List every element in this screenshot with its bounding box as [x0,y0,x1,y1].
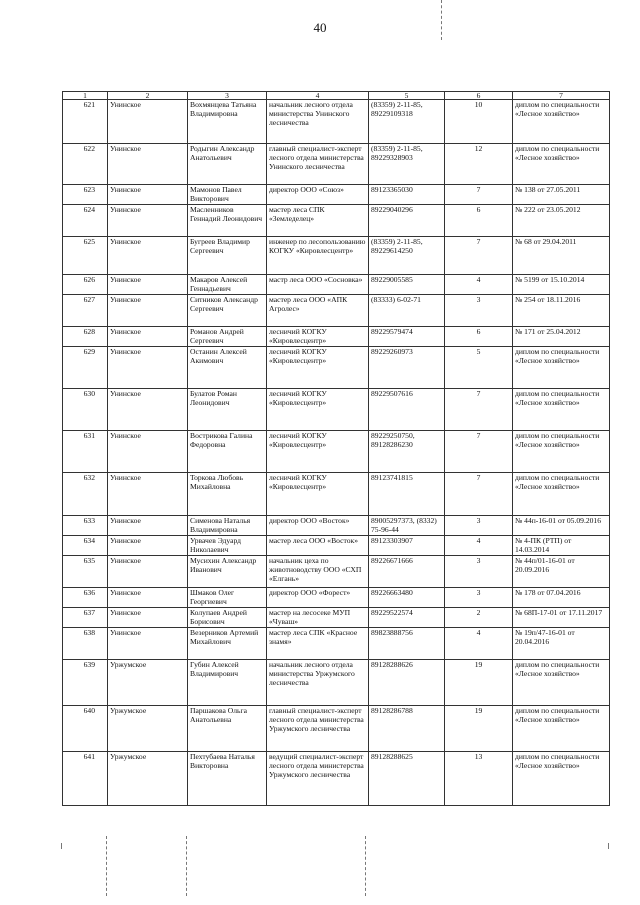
cell-position: директор ООО «Форест» [267,588,369,608]
cell-document: диплом по специальности «Лесное хозяйство» [513,706,610,752]
cell-position: мастер леса ООО «Восток» [267,536,369,556]
table-row [63,588,610,608]
cell-document: № 171 от 25.04.2012 [513,327,610,347]
cell-no: 641 [63,752,108,806]
cell-experience: 6 [445,205,513,237]
table-row [63,185,610,205]
cell-district: Унинское [108,536,188,556]
cell-phone: 89123303907 [369,536,445,556]
cell-position: начальник лесного отдела министерства Уржумского лесничества [267,660,369,706]
cell-document: диплом по специальности «Лесное хозяйство» [513,473,610,516]
cell-position: лесничий КОГКУ «Кировлесцентр» [267,347,369,389]
cell-no: 640 [63,706,108,752]
cell-name: Везерников Артемий Михайлович [188,628,267,660]
table-row [63,275,610,295]
cell-phone: 89128286788 [369,706,445,752]
cell-no: 627 [63,295,108,327]
cell-position: мастер на лесосеке МУП «Чуваш» [267,608,369,628]
cell-no: 625 [63,237,108,275]
cell-no: 626 [63,275,108,295]
table-row [63,347,610,389]
divider [106,836,107,896]
column-header: 4 [267,92,369,100]
cell-name: Вохмянцева Татьяна Владимировна [188,100,267,144]
cell-district: Унинское [108,473,188,516]
cell-no: 621 [63,100,108,144]
cell-position: мастер леса ООО «АПК Агролес» [267,295,369,327]
table-row [63,516,610,536]
table-row [63,473,610,516]
cell-phone: 89128288626 [369,660,445,706]
cell-experience: 2 [445,608,513,628]
cell-name: Романов Андрей Сергеевич [188,327,267,347]
cell-document: диплом по специальности «Лесное хозяйство» [513,752,610,806]
cell-position: мастр леса ООО «Сосновка» [267,275,369,295]
table-row [63,706,610,752]
cell-experience: 4 [445,536,513,556]
divider [608,843,609,849]
cell-district: Унинское [108,516,188,536]
cell-document: диплом по специальности «Лесное хозяйство» [513,347,610,389]
table-row [63,556,610,588]
cell-document: диплом по специальности «Лесное хозяйство» [513,431,610,473]
cell-name: Бугреев Владимир Сергеевич [188,237,267,275]
cell-experience: 3 [445,516,513,536]
page-number: 40 [313,20,327,35]
cell-position: главный специалист-эксперт лесного отдела министерства Уржумского лесничества [267,706,369,752]
cell-no: 629 [63,347,108,389]
cell-experience: 3 [445,295,513,327]
header-row [63,92,610,100]
cell-document: № 68П-17-01 от 17.11.2017 [513,608,610,628]
personnel-table [62,91,610,806]
table-row [63,100,610,144]
cell-experience: 7 [445,473,513,516]
cell-document: № 178 от 07.04.2016 [513,588,610,608]
cell-document: № 44п-16-01 от 05.09.2016 [513,516,610,536]
cell-experience: 3 [445,556,513,588]
cell-experience: 7 [445,237,513,275]
cell-name: Ситников Александр Сергеевич [188,295,267,327]
cell-district: Унинское [108,205,188,237]
cell-no: 637 [63,608,108,628]
cell-district: Уржумское [108,706,188,752]
cell-name: Пехтубаева Наталья Викторовна [188,752,267,806]
cell-district: Унинское [108,347,188,389]
cell-no: 632 [63,473,108,516]
cell-experience: 4 [445,628,513,660]
cell-position: лесничий КОГКУ «Кировлесцентр» [267,389,369,431]
cell-name: Масленников Геннадий Леонидович [188,205,267,237]
cell-no: 638 [63,628,108,660]
cell-document: № 4-ПК (РТП) от 14.03.2014 [513,536,610,556]
cell-position: лесничий КОГКУ «Кировлесцентр» [267,327,369,347]
cell-name: Паршакова Ольга Анатольевна [188,706,267,752]
cell-phone: 89229260973 [369,347,445,389]
cell-name: Мамонов Павел Викторович [188,185,267,205]
cell-name: Родыгин Александр Анатольевич [188,144,267,185]
cell-phone: 89128288625 [369,752,445,806]
table-body [63,100,610,806]
column-header: 7 [513,92,610,100]
cell-phone: (83359) 2-11-85, 89229328903 [369,144,445,185]
cell-experience: 12 [445,144,513,185]
cell-name: Сименова Наталья Владимировна [188,516,267,536]
cell-name: Торкова Любовь Михайловна [188,473,267,516]
cell-district: Унинское [108,389,188,431]
cell-district: Унинское [108,431,188,473]
cell-document: диплом по специальности «Лесное хозяйство» [513,389,610,431]
table-row [63,327,610,347]
cell-district: Унинское [108,144,188,185]
cell-document: диплом по специальности «Лесное хозяйство» [513,660,610,706]
cell-experience: 13 [445,752,513,806]
cell-document: диплом по специальности «Лесное хозяйство» [513,144,610,185]
cell-no: 631 [63,431,108,473]
cell-no: 628 [63,327,108,347]
column-header: 3 [188,92,267,100]
table-row [63,608,610,628]
cell-phone: (83359) 2-11-85, 89229109318 [369,100,445,144]
cell-experience: 19 [445,660,513,706]
cell-phone: 89229005585 [369,275,445,295]
cell-phone: 89229522574 [369,608,445,628]
cell-experience: 5 [445,347,513,389]
column-header: 1 [63,92,108,100]
cell-experience: 7 [445,389,513,431]
table-row [63,660,610,706]
cell-document: № 222 от 23.05.2012 [513,205,610,237]
cell-phone: (83333) 6-02-71 [369,295,445,327]
cell-district: Унинское [108,295,188,327]
cell-experience: 19 [445,706,513,752]
cell-no: 634 [63,536,108,556]
divider [61,843,62,849]
cell-no: 635 [63,556,108,588]
cell-experience: 4 [445,275,513,295]
cell-name: Булатов Роман Леонидович [188,389,267,431]
column-header: 2 [108,92,188,100]
cell-no: 639 [63,660,108,706]
cell-phone: 89123741815 [369,473,445,516]
cell-phone: 89123365030 [369,185,445,205]
cell-district: Уржумское [108,660,188,706]
table-row [63,237,610,275]
cell-position: директор ООО «Восток» [267,516,369,536]
cell-name: Макаров Алексей Геннадьевич [188,275,267,295]
cell-phone: (83359) 2-11-85, 89229614250 [369,237,445,275]
table-container [62,91,609,806]
cell-phone: 89229250750, 89128286230 [369,431,445,473]
cell-position: начальник цеха по животноводству ООО «СХП «Елгань» [267,556,369,588]
cell-name: Шмаков Олег Георгиевич [188,588,267,608]
cell-position: начальник лесного отдела министерства Унинского лесничества [267,100,369,144]
cell-position: лесничий КОГКУ «Кировлесцентр» [267,473,369,516]
cell-document: № 5199 от 15.10.2014 [513,275,610,295]
table-row [63,628,610,660]
cell-document: диплом по специальности «Лесное хозяйство» [513,100,610,144]
table-row [63,389,610,431]
divider [441,0,442,40]
cell-phone: 89229040296 [369,205,445,237]
column-header: 5 [369,92,445,100]
cell-position: мастер леса СПК «Красное знамя» [267,628,369,660]
cell-phone: 89005297373, (8332) 75-96-44 [369,516,445,536]
cell-district: Унинское [108,185,188,205]
table-row [63,295,610,327]
cell-phone: 89226663480 [369,588,445,608]
cell-document: № 19п/47-16-01 от 20.04.2016 [513,628,610,660]
cell-name: Колупаев Андрей Борисович [188,608,267,628]
cell-name: Урвачев Эдуард Николаевич [188,536,267,556]
table-row [63,205,610,237]
cell-no: 624 [63,205,108,237]
cell-experience: 7 [445,431,513,473]
cell-document: № 138 от 27.05.2011 [513,185,610,205]
cell-district: Унинское [108,588,188,608]
cell-position: мастер леса СПК «Земледелец» [267,205,369,237]
table-row [63,536,610,556]
cell-no: 633 [63,516,108,536]
cell-name: Губин Алексей Владимирович [188,660,267,706]
cell-experience: 6 [445,327,513,347]
cell-name: Мусихин Александр Иванович [188,556,267,588]
cell-district: Унинское [108,100,188,144]
divider [186,836,187,896]
column-header: 6 [445,92,513,100]
divider [365,836,366,896]
cell-document: № 254 от 18.11.2016 [513,295,610,327]
cell-position: инженер по лесопользованию КОГКУ «Кировлесцентр» [267,237,369,275]
cell-position: ведущий специалист-эксперт лесного отдела министерства Уржумского лесничества [267,752,369,806]
table-row [63,144,610,185]
cell-position: лесничий КОГКУ «Кировлесцентр» [267,431,369,473]
cell-district: Унинское [108,628,188,660]
cell-document: № 44п/01-16-01 от 20.09.2016 [513,556,610,588]
cell-experience: 10 [445,100,513,144]
table-row [63,752,610,806]
cell-phone: 89226671666 [369,556,445,588]
cell-document: № 68 от 29.04.2011 [513,237,610,275]
cell-no: 630 [63,389,108,431]
table-row [63,431,610,473]
cell-name: Останин Алексей Акимович [188,347,267,389]
cell-no: 623 [63,185,108,205]
cell-no: 622 [63,144,108,185]
cell-district: Унинское [108,327,188,347]
cell-district: Унинское [108,556,188,588]
cell-district: Унинское [108,237,188,275]
cell-district: Уржумское [108,752,188,806]
cell-position: главный специалист-эксперт лесного отдела министерства Унинского лесничества [267,144,369,185]
cell-experience: 7 [445,185,513,205]
cell-position: директор ООО «Союз» [267,185,369,205]
cell-experience: 3 [445,588,513,608]
cell-phone: 89229507616 [369,389,445,431]
cell-phone: 89229579474 [369,327,445,347]
cell-phone: 89823888756 [369,628,445,660]
cell-no: 636 [63,588,108,608]
cell-district: Унинское [108,275,188,295]
cell-name: Вострикова Галина Федоровна [188,431,267,473]
cell-district: Унинское [108,608,188,628]
